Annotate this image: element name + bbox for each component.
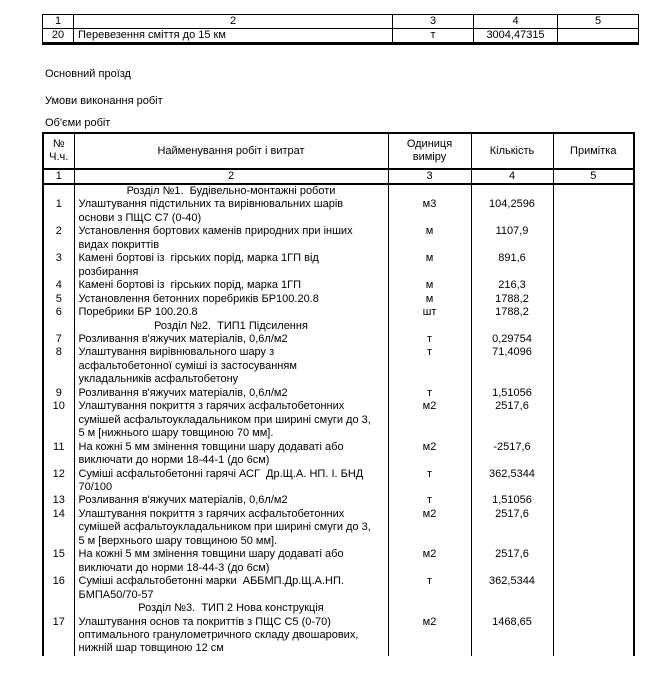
column-number: 3 — [393, 15, 474, 29]
description-line: Камені бортові із гірських порід, марка 1ГП від — [78, 252, 319, 265]
description-line: Суміші асфальтобетонні марки АББМП.Др.Щ.А.НП. — [78, 575, 344, 588]
table-row — [43, 441, 634, 468]
column-number: 1 — [43, 15, 74, 29]
column-number: 3 — [388, 169, 471, 184]
description-line: Розливання в'яжучих матеріалів, 0,6л/м2 — [78, 494, 288, 507]
description-line: виключати до норми 18-44-3 (до 6см) — [78, 561, 270, 574]
note-cell — [553, 184, 634, 198]
description-line: 5 м [верхнього шару товщиною 50 мм]. — [78, 534, 278, 547]
header-no-line1: № — [52, 138, 65, 150]
note-cell — [553, 387, 634, 400]
row-number-cell: 9 — [43, 387, 74, 400]
unit-cell: м — [388, 279, 471, 292]
section-header-row — [43, 602, 634, 615]
column-number: 1 — [43, 169, 74, 184]
unit-cell: м2 — [388, 508, 471, 548]
quantity-cell: 2517,6 — [471, 400, 553, 440]
description-cell — [74, 279, 388, 292]
quantity-cell: 1,51056 — [471, 387, 553, 400]
quantity-cell — [471, 320, 553, 333]
header-unit-cell — [388, 133, 471, 169]
table-row — [43, 468, 634, 495]
column-number: 2 — [74, 169, 388, 184]
quantity-cell: 71,4096 — [471, 346, 553, 386]
unit-cell: м3 — [388, 198, 471, 225]
section-title-cell: Розділ №3. ТИП 2 Нова конструкція — [74, 602, 388, 615]
description-cell — [74, 400, 388, 440]
header-no-cell — [43, 133, 74, 169]
table-row — [43, 225, 634, 252]
unit-cell: т — [388, 468, 471, 495]
note-cell — [553, 602, 634, 615]
note-cell — [553, 293, 634, 306]
quantity-cell: 0,29754 — [471, 333, 553, 346]
row-number-cell: 15 — [43, 548, 74, 575]
quantity-cell: 1107,9 — [471, 225, 553, 252]
quantity-cell: 891,6 — [471, 252, 553, 279]
row-number-cell: 14 — [43, 508, 74, 548]
row-number-cell: 7 — [43, 333, 74, 346]
intro-line-work-conditions: Умови виконання робіт — [45, 95, 163, 107]
works-table-number-row — [43, 169, 634, 184]
quantity-cell: 104,2596 — [471, 198, 553, 225]
description-cell — [74, 441, 388, 468]
unit-cell: т — [388, 387, 471, 400]
description-cell — [74, 468, 388, 495]
description-line: оптимального гранулометричного складу двошарових, — [78, 628, 359, 641]
unit-cell: т — [393, 29, 474, 44]
description-line: БМПА50/70-57 — [78, 588, 154, 601]
table-row — [43, 306, 634, 319]
section-title-cell: Розділ №2. ТИП1 Підсилення — [74, 320, 388, 333]
description-cell — [74, 225, 388, 252]
header-quantity-cell: Кількість — [471, 133, 553, 169]
quantity-cell: 216,3 — [471, 279, 553, 292]
table-row — [43, 293, 634, 306]
unit-cell: т — [388, 346, 471, 386]
unit-cell — [388, 602, 471, 615]
table-row — [43, 575, 634, 602]
row-number-cell — [43, 184, 74, 198]
description-line: нижній шар товщиною 12 см — [78, 642, 224, 655]
description-line: асфальтобетонної суміші із застосуванням — [78, 359, 297, 372]
description-cell — [74, 548, 388, 575]
description-cell — [74, 252, 388, 279]
description-cell — [74, 508, 388, 548]
description-line: Улаштування покриття з гарячих асфальтобетонних — [78, 400, 345, 413]
quantity-cell: 1,51056 — [471, 494, 553, 507]
table-row — [43, 494, 634, 507]
table-row — [43, 346, 634, 386]
description-cell — [74, 198, 388, 225]
unit-cell: м2 — [388, 616, 471, 656]
unit-cell: м2 — [388, 400, 471, 440]
row-number-cell: 13 — [43, 494, 74, 507]
description-line: видах покриттів — [78, 238, 160, 251]
description-cell: Перевезення сміття до 15 км — [74, 29, 393, 44]
description-line: Розливання в'яжучих матеріалів, 0,6л/м2 — [78, 386, 288, 399]
description-line: Камені бортові із гірських порід, марка 1ГП — [78, 279, 302, 292]
intro-line-main-route: Основний проїзд — [45, 68, 131, 80]
description-line: Улаштування вирівнювального шару з — [78, 346, 275, 359]
table-row — [43, 333, 634, 346]
note-cell — [553, 400, 634, 440]
table-row — [43, 548, 634, 575]
note-cell — [553, 198, 634, 225]
table-row — [43, 508, 634, 548]
description-cell — [74, 333, 388, 346]
unit-cell: м — [388, 293, 471, 306]
description-line: сумішей асфальтоукладальником при ширині смуги до 3, — [78, 413, 371, 426]
description-line: 70/100 — [78, 480, 113, 493]
quantity-cell: 362,5344 — [471, 575, 553, 602]
quantity-cell: -2517,6 — [471, 441, 553, 468]
row-number-cell: 11 — [43, 441, 74, 468]
works-table-body — [43, 184, 634, 656]
header-name-cell: Найменування робіт і витрат — [74, 133, 388, 169]
row-number-cell: 6 — [43, 306, 74, 319]
header-unit-line1: Одиниця — [406, 138, 453, 150]
description-line: Улаштування основ та покриттів з ПЩС С5 (0-70) — [78, 615, 331, 628]
note-cell — [553, 508, 634, 548]
description-line: Установлення бортових каменів природних при інших — [78, 225, 353, 238]
unit-cell — [388, 184, 471, 198]
unit-cell: шт — [388, 306, 471, 319]
description-line: розбирання — [78, 265, 139, 278]
description-cell — [74, 616, 388, 656]
description-line: Поребрики БР 100.20.8 — [78, 306, 198, 319]
works-table-header-row — [43, 133, 634, 169]
note-cell — [553, 225, 634, 252]
description-line: 5 м [нижнього шару товщиною 70 мм]. — [78, 427, 274, 440]
works-table — [42, 132, 635, 656]
row-number-cell: 2 — [43, 225, 74, 252]
quantity-cell: 1468,65 — [471, 616, 553, 656]
unit-cell: т — [388, 494, 471, 507]
intro-line-work-volumes: Об'єми робіт — [45, 117, 111, 129]
description-line: укладальників асфальтобетону — [78, 373, 239, 386]
description-cell — [74, 494, 388, 507]
description-line: Улаштування підстильних та вирівнювальних шарів — [78, 198, 344, 211]
row-number-cell: 17 — [43, 616, 74, 656]
row-number-cell — [43, 602, 74, 615]
note-cell — [553, 494, 634, 507]
description-cell — [74, 575, 388, 602]
table-row — [43, 252, 634, 279]
row-number-cell: 12 — [43, 468, 74, 495]
note-cell — [553, 346, 634, 386]
continuation-table-number-row — [43, 15, 639, 29]
unit-cell: м2 — [388, 441, 471, 468]
header-no-line2: Ч.ч. — [49, 151, 69, 163]
description-line: Розливання в'яжучих матеріалів, 0,6л/м2 — [78, 332, 288, 345]
section-header-row — [43, 184, 634, 198]
table-row — [43, 616, 634, 656]
table-row — [43, 387, 634, 400]
description-cell — [74, 346, 388, 386]
table-row — [43, 279, 634, 292]
continuation-table — [42, 14, 639, 45]
unit-cell: м — [388, 252, 471, 279]
unit-cell: т — [388, 575, 471, 602]
quantity-cell: 1788,2 — [471, 306, 553, 319]
description-line: сумішей асфальтоукладальником при ширині смуги до 3, — [78, 521, 371, 534]
unit-cell: м2 — [388, 548, 471, 575]
unit-cell: т — [388, 333, 471, 346]
column-number: 4 — [474, 15, 558, 29]
row-number-cell: 20 — [43, 29, 74, 44]
quantity-cell — [471, 184, 553, 198]
table-row — [43, 400, 634, 440]
row-number-cell: 1 — [43, 198, 74, 225]
quantity-cell: 2517,6 — [471, 508, 553, 548]
row-number-cell: 10 — [43, 400, 74, 440]
note-cell — [553, 279, 634, 292]
description-line: На кожні 5 мм змінення товщини шару додаваті або — [78, 440, 344, 453]
note-cell — [553, 441, 634, 468]
section-header-row — [43, 320, 634, 333]
quantity-cell: 3004,47315 — [474, 29, 558, 44]
row-number-cell: 4 — [43, 279, 74, 292]
column-number: 4 — [471, 169, 553, 184]
description-line: основи з ПЩС С7 (0-40) — [78, 211, 202, 224]
description-line: На кожні 5 мм змінення товщини шару додаваті або — [78, 548, 344, 561]
note-cell — [553, 306, 634, 319]
description-cell — [74, 306, 388, 319]
unit-cell — [388, 320, 471, 333]
note-cell — [553, 320, 634, 333]
quantity-cell: 1788,2 — [471, 293, 553, 306]
description-line: Улаштування покриття з гарячих асфальтобетонних — [78, 507, 345, 520]
column-number: 2 — [74, 15, 393, 29]
quantity-cell: 2517,6 — [471, 548, 553, 575]
header-unit-line2: виміру — [412, 151, 447, 163]
unit-cell: м — [388, 225, 471, 252]
note-cell — [553, 548, 634, 575]
header-note-cell: Примітка — [553, 133, 634, 169]
table-row — [43, 198, 634, 225]
column-number: 5 — [553, 169, 634, 184]
row-number-cell — [43, 320, 74, 333]
column-number: 5 — [558, 15, 639, 29]
note-cell — [553, 468, 634, 495]
section-title-cell: Розділ №1. Будівельно-монтажні роботи — [74, 184, 388, 198]
note-cell — [553, 575, 634, 602]
description-cell — [74, 293, 388, 306]
description-cell — [74, 387, 388, 400]
note-cell — [553, 616, 634, 656]
row-number-cell: 3 — [43, 252, 74, 279]
note-cell — [553, 333, 634, 346]
description-line: Установлення бетонних поребриків БР100.20.8 — [78, 292, 319, 305]
note-cell — [553, 252, 634, 279]
note-cell — [558, 29, 639, 44]
quantity-cell: 362,5344 — [471, 468, 553, 495]
table-row — [43, 29, 639, 44]
row-number-cell: 8 — [43, 346, 74, 386]
row-number-cell: 16 — [43, 575, 74, 602]
description-line: Суміші асфальтобетонні гарячі АСГ Др.Щ.А. НП. І. БНД — [78, 467, 364, 480]
row-number-cell: 5 — [43, 293, 74, 306]
description-line: виключати до норми 18-44-1 (до 6см) — [78, 454, 270, 467]
quantity-cell — [471, 602, 553, 615]
